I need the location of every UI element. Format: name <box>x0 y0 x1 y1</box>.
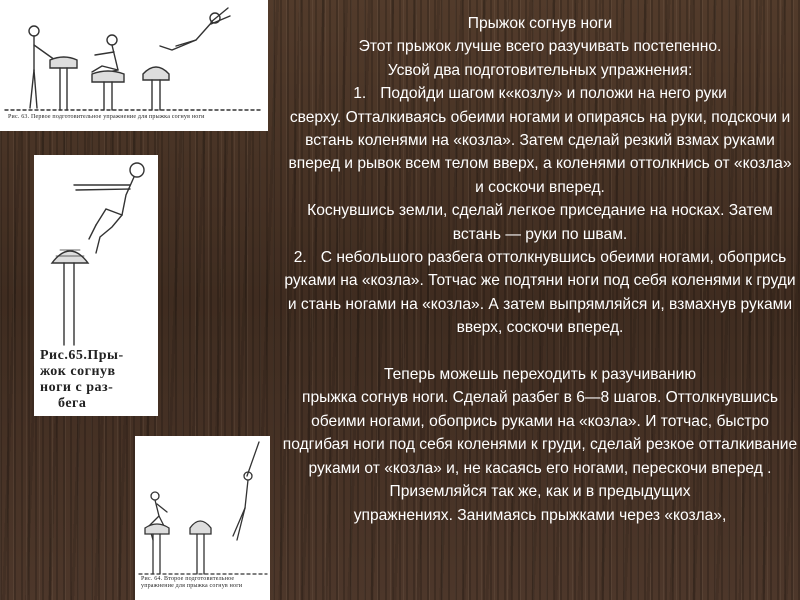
step-1-continued: сверху. Отталкиваясь обеими ногами и опираясь на руки, подскочи и встань коленями на «козла». Затем сделай резкий взмах руками вперед и рывок всем телом вверх, а коленями оттолкнись от «козла» и соскочи вперед. <box>288 108 792 196</box>
lesson-text <box>282 12 798 527</box>
intro-line: Этот прыжок лучше всего разучивать постепенно. <box>358 38 722 56</box>
intro-line: Усвой два подготовительных упражнения: <box>387 61 693 79</box>
landing-paragraph: Коснувшись земли, сделай легкое приседание на носках. Затем встань — руки по швам. <box>307 202 773 243</box>
figure-65-caption-line: бега <box>58 396 87 411</box>
figure-65-caption-line: ноги с раз- <box>40 380 114 395</box>
final-line: Теперь можешь переходить к разучиванию <box>383 366 697 384</box>
figure-65-caption-line: жок согнув <box>40 364 116 379</box>
figure-65-caption <box>40 348 156 412</box>
figure-65 <box>34 155 158 416</box>
figure-64-caption: Рис. 64. Второе подготовительное упражнение для прыжка согнув ноги <box>141 576 243 589</box>
step-2 <box>282 246 798 340</box>
final-line: упражнениях. Занимаясь прыжками через «козла», <box>353 506 727 524</box>
step-2-number: 2. <box>293 249 307 267</box>
figure-63 <box>0 0 268 131</box>
figure-63-caption: Рис. 63. Первое подготовительное упражнение для прыжка согнув ноги <box>8 114 205 120</box>
final-line: Приземляйся так же, как и в предыдущих <box>389 483 691 501</box>
step-1 <box>282 82 798 105</box>
step-2-text: С небольшого разбега оттолкнувшись обеими ногами, обопрись руками на «козла». Тотчас же подтяни ноги под себя коленями к груди и стань ногами на «козла». А затем выпрямляйся и, взмахнув руками вверх, соскочи вперед. <box>284 249 796 337</box>
lesson-title: Прыжок согнув ноги <box>467 15 613 32</box>
final-paragraph: прыжка согнув ноги. Сделай разбег в 6—8 шагов. Оттолкнувшись обеими ногами, обопрись руками на «козла». И тотчас, быстро подгибая ноги под себя коленями к груди, сделай резкое отталкивание руками от «козла» и, не касаясь его ногами, перескочи вперед . <box>282 389 798 477</box>
spacer <box>282 340 798 363</box>
figure-63-illustration <box>0 0 268 131</box>
figure-65-caption-line: Рис.65.Пры- <box>40 348 124 363</box>
step-1-first-line: Подойди шагом к«козлу» и положи на него руки <box>380 85 727 103</box>
step-1-number: 1. <box>353 85 367 103</box>
figure-64 <box>135 436 270 600</box>
